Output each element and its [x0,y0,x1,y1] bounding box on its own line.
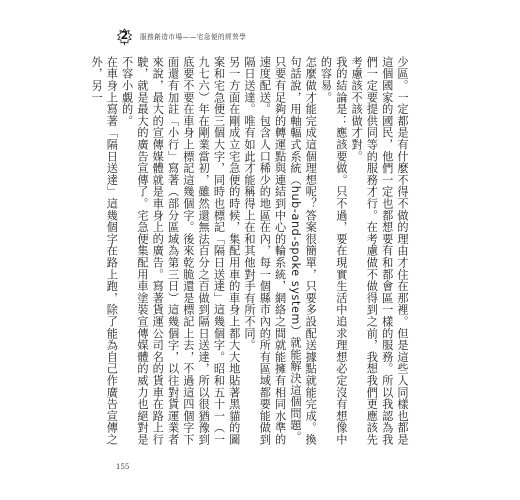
vertical-text-body [90,56,410,451]
page-number: 155 [116,463,130,471]
paragraph: 怎麼做才能完成這個理想呢？答案很簡單，只要多設配送據點就能完成。換句話說，用軸輻式系統（hub-and-spoke system）就能解決這個問題。只要有足夠的轉運點與連結到中心的輪系統，網絡之間就能擁有相同水準的速度配送。包含人口稀少的地區在內，每一個縣市內的所有區域都要能做到隔日送達。唯有如此才能稱得上在和其他對手有所不同。 [243,56,318,446]
paragraph: 在車身上寫著「隔日送達」這幾個字在路上跑，除了能為自己作廣告宣傳之外，另一 [90,56,119,446]
paragraph: 少區。一定都是有什麼不得不做的理由才住在那裡。但是這些人同樣也都是這個國家的國民，他們一定也都想要有和都會區一樣的服務。所以我認為我們一定要提供同等的服務才行。在考慮做不做得到之前，我想我們更應該先考慮該不該做才對。 [350,56,409,446]
chapter-badge [116,28,133,47]
chapter-number: 2 [120,29,129,42]
running-header-title: 服務創造市場——宅急便的經營學 [140,33,247,41]
paragraph: 我的結論是：應該要做。只不過，要在現實生活中追求理想必定沒有想像中的容易。 [319,56,348,446]
paragraph: 另一方面在剛成立宅急便的時候，集配用車的車身上都大大地貼著黑貓的圖案和宅急便三個大字，同時也標記「隔日送達」這幾個字。昭和五十一（一九七六）年在剛業當初，雖然還無法百分之百做到隔日送達，所以很猶豫到底要不要在車身上標記這幾個字。後來乾脆還是標記上去，不過這四個字下面還有加註「小行」寫著（部分區域為第三日）這幾個字，以往對貨運業者來說，最大的宣傳媒體就是車身上的廣告。寫著貨運公司名的貨車在路上行駛，就是最大的廣告宣傳了。宅急便集配用車塗裝宣傳媒體的威力也絕對是不容小覷的。 [120,56,241,446]
